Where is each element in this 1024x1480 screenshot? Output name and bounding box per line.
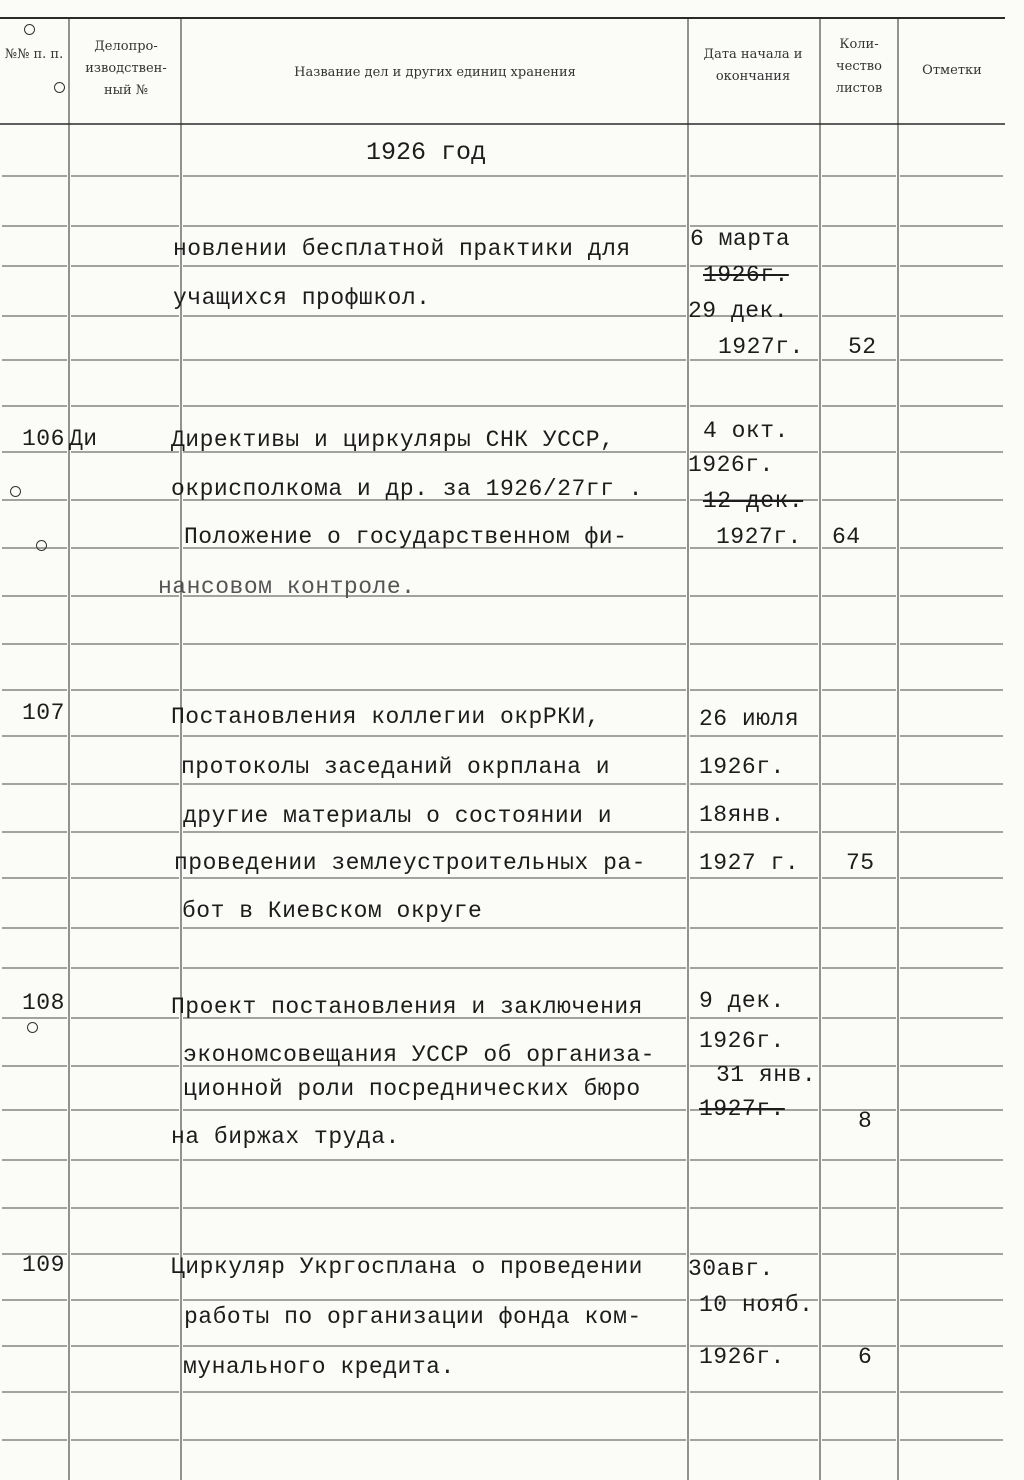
record-date: 1926г. [703,262,789,288]
record-date: 1926г. [699,1344,785,1370]
record-title-line: Директивы и циркуляры СНК УССР, [171,427,615,453]
header-col-title: Название дел и других единиц хранения [294,65,576,80]
record-title-line: работы по организации фонда ком- [184,1304,642,1330]
record-date: 1927 г. [699,850,800,876]
header-col-office-number: Делопро- изводствен- ный № [85,39,167,98]
header-col-sheets: Коли- чество листов [835,37,883,96]
record-date: 30авг. [688,1256,774,1282]
record-title-line: Постановления коллегии окрРКИ, [171,704,601,730]
record-title-line: протоколы заседаний окрплана и [181,754,611,780]
record-date: 31 янв. [716,1062,817,1088]
header-col-number: №№ п. п. [4,47,64,62]
record-title-line: мунального кредита. [183,1354,455,1380]
record-date: 26 июля [699,706,800,732]
record-title-line: другие материалы о состоянии и [183,803,613,829]
record-number: 109 [22,1252,65,1278]
record-office-number: Ди [69,426,98,452]
record-date: 10 нояб. [699,1292,814,1318]
record-date: 1927г. [699,1096,785,1122]
year-heading: 1926 год [366,138,487,167]
record-sheets: 64 [832,524,861,550]
record-sheets: 6 [858,1344,873,1370]
header-col-notes: Отметки [922,63,982,78]
record-date: 9 дек. [699,988,785,1014]
record-number: 107 [22,700,65,726]
punch-hole-marker [24,24,35,35]
record-number: 106 [22,426,65,452]
record-sheets: 52 [848,334,877,360]
record-title-line: экономсовещания УССР об организа- [183,1042,655,1068]
punch-hole-marker [36,540,47,551]
punch-hole-marker [54,82,65,93]
record-title-line: Положение о государственном фи- [184,524,628,550]
punch-hole-marker [27,1022,38,1033]
record-date: 1927г. [716,524,802,550]
record-title-line: Проект постановления и заключения [171,994,643,1020]
header-col-dates: Дата начала и окончания [703,47,803,84]
record-date: 1927г. [718,334,804,360]
record-title-line: бот в Киевском округе [182,898,483,924]
record-date: 4 окт. [703,418,789,444]
record-date: 29 дек. [688,298,789,324]
record-date: 1926г. [688,452,774,478]
record-title-line: на биржах труда. [171,1124,400,1150]
record-date: 6 марта [690,226,791,252]
record-number: 108 [22,990,65,1016]
record-date: 18янв. [699,802,785,828]
punch-hole-marker [10,486,21,497]
record-title-line: ционной роли посреднических бюро [183,1076,641,1102]
record-title-line: учащихся профшкол. [173,285,431,311]
record-title-line: Циркуляр Укргосплана о проведении [171,1254,643,1280]
record-sheets: 8 [858,1108,873,1134]
record-title-line: проведении землеустроительных ра- [174,850,646,876]
record-date: 12 дек. [703,488,804,514]
record-title-line: нансовом контроле. [158,574,416,600]
record-date: 1926г. [699,1028,785,1054]
record-title-line: окрисполкома и др. за 1926/27гг . [171,476,643,502]
record-date: 1926г. [699,754,785,780]
record-title-line: новлении бесплатной практики для [173,236,631,262]
record-sheets: 75 [846,850,875,876]
